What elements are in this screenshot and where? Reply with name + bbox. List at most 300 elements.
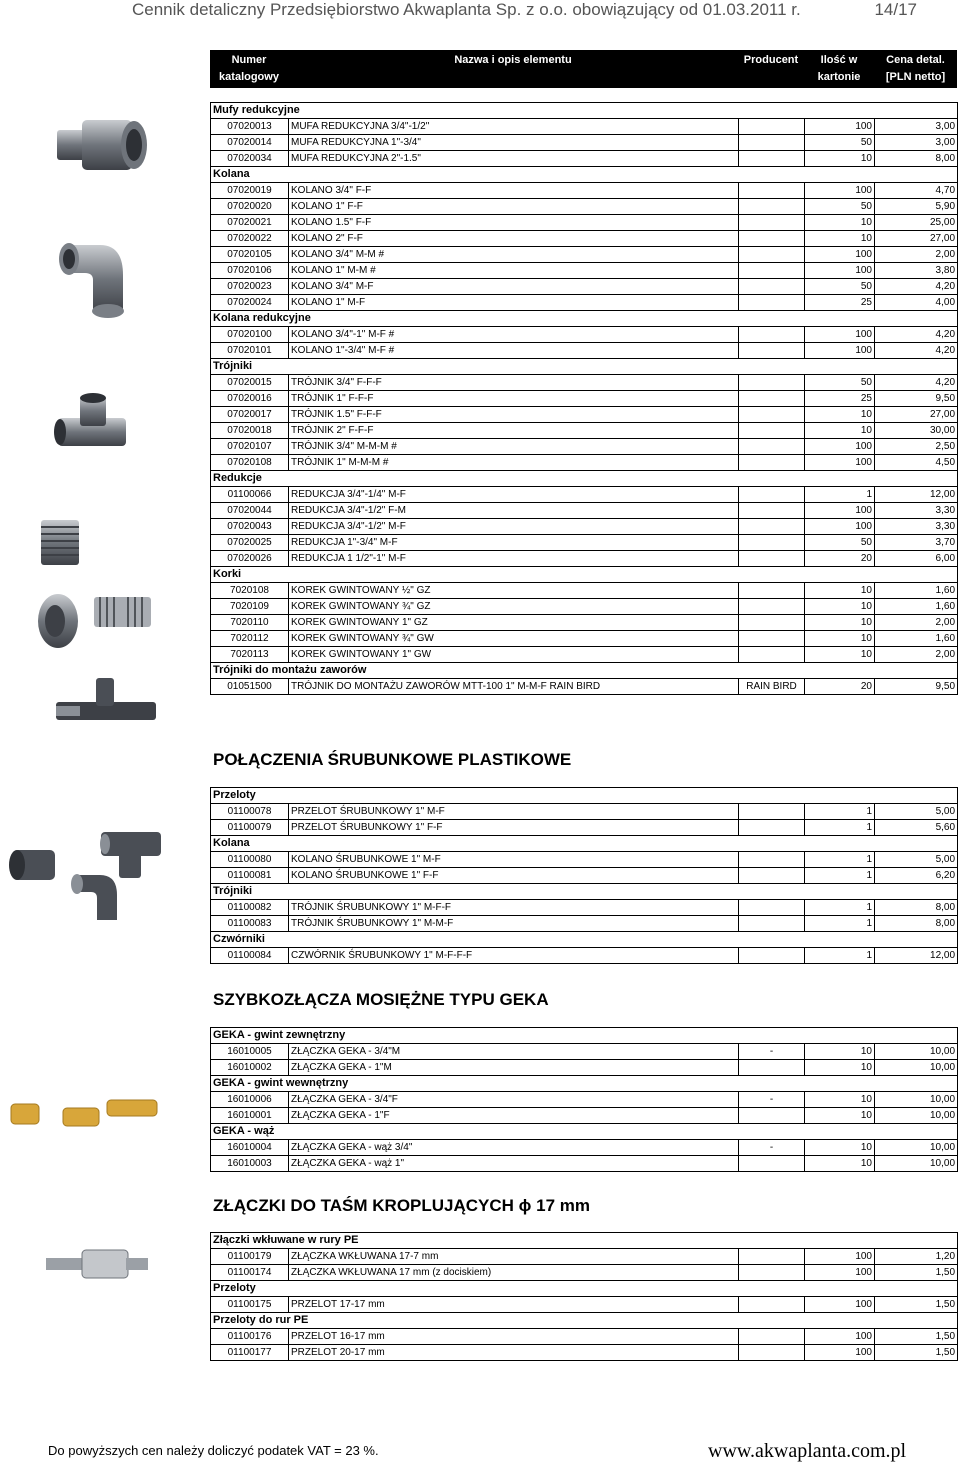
table-row	[211, 215, 958, 231]
price: 12,00	[875, 487, 958, 503]
table-row	[211, 820, 958, 836]
item-name: MUFA REDUKCYJNA 1"-3/4"	[289, 135, 739, 151]
column-code-label-2: katalogowy	[219, 71, 279, 83]
catalog-number: 16010001	[211, 1108, 289, 1124]
item-name: KOLANO 3/4" M-M #	[289, 247, 739, 263]
price: 10,00	[875, 1156, 958, 1172]
quantity: 1	[805, 820, 875, 836]
producer	[739, 1060, 805, 1076]
quantity: 20	[805, 551, 875, 567]
producer	[739, 820, 805, 836]
group-label: GEKA - gwint wewnętrzny	[211, 1076, 958, 1092]
catalog-number: 7020113	[211, 647, 289, 663]
item-name: PRZELOT 20-17 mm	[289, 1345, 739, 1361]
table-row	[211, 151, 958, 167]
group-label: Złączki wkłuwane w rury PE	[211, 1233, 958, 1249]
group-row	[211, 884, 958, 900]
column-code-label: Numer	[231, 54, 267, 66]
item-name: PRZELOT 17-17 mm	[289, 1297, 739, 1313]
quantity: 10	[805, 1156, 875, 1172]
producer	[739, 247, 805, 263]
document-title-text: Cennik detaliczny Przedsiębiorstwo Akwaplanta Sp. z o.o. obowiązujący od 01.03.2011 r.	[132, 0, 801, 19]
quantity: 1	[805, 804, 875, 820]
quantity: 1	[805, 916, 875, 932]
catalog-number: 07020015	[211, 375, 289, 391]
catalog-number: 07020023	[211, 279, 289, 295]
producer	[739, 583, 805, 599]
table-row	[211, 1345, 958, 1361]
item-name: ZŁĄCZKA GEKA - wąż 3/4"	[289, 1140, 739, 1156]
item-name: TRÓJNIK 3/4" M-M-M #	[289, 439, 739, 455]
reducer-image	[33, 515, 88, 570]
item-name: KOLANO 3/4" F-F	[289, 183, 739, 199]
item-name: KOREK GWINTOWANY ¾" GZ	[289, 599, 739, 615]
price: 4,20	[875, 375, 958, 391]
price: 3,00	[875, 135, 958, 151]
threaded-plug-image	[90, 585, 155, 640]
table-row	[211, 615, 958, 631]
website-link[interactable]: www.akwaplanta.com.pl	[708, 1440, 907, 1462]
group-row	[211, 1313, 958, 1329]
quantity: 100	[805, 439, 875, 455]
price: 10,00	[875, 1044, 958, 1060]
catalog-number: 01100084	[211, 948, 289, 964]
group-row	[211, 359, 958, 375]
producer	[739, 615, 805, 631]
quantity: 10	[805, 1060, 875, 1076]
group-label: Redukcje	[211, 471, 958, 487]
item-name: TRÓJNIK 2" F-F-F	[289, 423, 739, 439]
producer	[739, 868, 805, 884]
price: 4,50	[875, 455, 958, 471]
item-name: KOLANO 1"-3/4" M-F #	[289, 343, 739, 359]
item-name: ZŁĄCZKA GEKA - 1"M	[289, 1060, 739, 1076]
item-name: ZŁĄCZKA GEKA - 3/4"F	[289, 1092, 739, 1108]
table-row	[211, 343, 958, 359]
quantity: 50	[805, 135, 875, 151]
catalog-number: 7020109	[211, 599, 289, 615]
quantity: 100	[805, 343, 875, 359]
price: 27,00	[875, 407, 958, 423]
price-table	[210, 1027, 958, 1172]
producer	[739, 647, 805, 663]
item-name: ZŁĄCZKA WKŁUWANA 17-7 mm	[289, 1249, 739, 1265]
quantity: 10	[805, 215, 875, 231]
group-label: Kolana redukcyjne	[211, 311, 958, 327]
table-row	[211, 1060, 958, 1076]
item-name: KOLANO ŚRUBUNKOWE 1" M-F	[289, 852, 739, 868]
item-name: PRZELOT ŚRUBUNKOWY 1" M-F	[289, 804, 739, 820]
table-row	[211, 852, 958, 868]
group-label: Czwórniki	[211, 932, 958, 948]
price: 3,30	[875, 519, 958, 535]
catalog-number: 01100083	[211, 916, 289, 932]
catalog-number: 16010006	[211, 1092, 289, 1108]
catalog-number: 01100175	[211, 1297, 289, 1313]
quantity: 1	[805, 487, 875, 503]
table-row	[211, 231, 958, 247]
catalog-number: 07020100	[211, 327, 289, 343]
table-row	[211, 295, 958, 311]
producer	[739, 391, 805, 407]
column-producer-label: Producent	[743, 54, 799, 66]
quantity: 10	[805, 1092, 875, 1108]
price: 1,50	[875, 1297, 958, 1313]
item-name: KOLANO 3/4" M-F	[289, 279, 739, 295]
price: 6,20	[875, 868, 958, 884]
price: 1,60	[875, 583, 958, 599]
catalog-number: 01100080	[211, 852, 289, 868]
producer	[739, 135, 805, 151]
item-name: TRÓJNIK ŚRUBUNKOWY 1" M-F-F	[289, 900, 739, 916]
producer	[739, 852, 805, 868]
table-row	[211, 916, 958, 932]
producer	[739, 804, 805, 820]
group-row	[211, 836, 958, 852]
producer	[739, 215, 805, 231]
price: 8,00	[875, 916, 958, 932]
quantity: 10	[805, 1044, 875, 1060]
group-row	[211, 1028, 958, 1044]
catalog-number: 01100176	[211, 1329, 289, 1345]
producer	[739, 599, 805, 615]
item-name: KOLANO 3/4"-1" M-F #	[289, 327, 739, 343]
catalog-number: 07020014	[211, 135, 289, 151]
item-name: REDUKCJA 1 1/2"-1" M-F	[289, 551, 739, 567]
item-name: ZŁĄCZKA WKŁUWANA 17 mm (z dociskiem)	[289, 1265, 739, 1281]
item-name: KOREK GWINTOWANY ½" GZ	[289, 583, 739, 599]
price: 2,00	[875, 615, 958, 631]
table-row	[211, 135, 958, 151]
catalog-number: 07020022	[211, 231, 289, 247]
item-name: REDUKCJA 3/4"-1/4" M-F	[289, 487, 739, 503]
quantity: 10	[805, 647, 875, 663]
item-name: KOLANO 1" F-F	[289, 199, 739, 215]
producer	[739, 231, 805, 247]
table-row	[211, 375, 958, 391]
item-name: REDUKCJA 3/4"-1/2" M-F	[289, 519, 739, 535]
price: 2,50	[875, 439, 958, 455]
price: 10,00	[875, 1092, 958, 1108]
item-name: ZŁĄCZKA GEKA - wąż 1"	[289, 1156, 739, 1172]
section-heading: POŁĄCZENIA ŚRUBUNKOWE PLASTIKOWE	[213, 750, 572, 769]
catalog-number: 7020112	[211, 631, 289, 647]
price: 5,90	[875, 199, 958, 215]
catalog-number: 07020101	[211, 343, 289, 359]
quantity: 10	[805, 231, 875, 247]
group-row	[211, 471, 958, 487]
price: 4,20	[875, 279, 958, 295]
quantity: 10	[805, 583, 875, 599]
table-row	[211, 583, 958, 599]
group-label: Korki	[211, 567, 958, 583]
catalog-number: 01100082	[211, 900, 289, 916]
catalog-number: 01100179	[211, 1249, 289, 1265]
column-price-label: Cena detal.	[886, 54, 945, 66]
producer	[739, 1265, 805, 1281]
column-name-label: Nazwa i opis elementu	[454, 54, 572, 66]
producer: -	[739, 1140, 805, 1156]
price: 8,00	[875, 900, 958, 916]
quantity: 50	[805, 199, 875, 215]
producer	[739, 1297, 805, 1313]
table-row	[211, 1249, 958, 1265]
producer	[739, 407, 805, 423]
price: 12,00	[875, 948, 958, 964]
table-row	[211, 327, 958, 343]
group-label: GEKA - wąż	[211, 1124, 958, 1140]
producer	[739, 916, 805, 932]
item-name: TRÓJNIK 3/4" F-F-F	[289, 375, 739, 391]
group-label: Przeloty do rur PE	[211, 1313, 958, 1329]
producer: -	[739, 1044, 805, 1060]
table-row	[211, 631, 958, 647]
item-name: TRÓJNIK DO MONTAŻU ZAWORÓW MTT-100 1" M-M-F RAIN BIRD	[289, 679, 739, 695]
catalog-number: 07020106	[211, 263, 289, 279]
price: 9,50	[875, 391, 958, 407]
item-name: REDUKCJA 3/4"-1/2" F-M	[289, 503, 739, 519]
quantity: 100	[805, 1249, 875, 1265]
table-row	[211, 1140, 958, 1156]
catalog-number: 7020110	[211, 615, 289, 631]
producer	[739, 519, 805, 535]
price: 1,50	[875, 1345, 958, 1361]
quantity: 10	[805, 631, 875, 647]
price: 1,50	[875, 1265, 958, 1281]
column-qty-label-2: kartonie	[817, 71, 861, 83]
page-number: 14/17	[874, 0, 917, 19]
item-name: KOLANO 1" M-F	[289, 295, 739, 311]
table-row	[211, 199, 958, 215]
price: 6,00	[875, 551, 958, 567]
producer	[739, 455, 805, 471]
catalog-number: 16010004	[211, 1140, 289, 1156]
group-label: Przeloty	[211, 788, 958, 804]
valve-tee-image	[52, 670, 162, 740]
catalog-number: 07020021	[211, 215, 289, 231]
table-row	[211, 1156, 958, 1172]
drip-tape-connector-image	[42, 1240, 152, 1290]
column-qty-label: Ilość w	[820, 54, 858, 66]
catalog-number: 01100081	[211, 868, 289, 884]
group-row	[211, 103, 958, 119]
group-row	[211, 1124, 958, 1140]
item-name: MUFA REDUKCYJNA 3/4"-1/2"	[289, 119, 739, 135]
catalog-number: 7020108	[211, 583, 289, 599]
price: 2,00	[875, 647, 958, 663]
producer	[739, 1329, 805, 1345]
producer	[739, 327, 805, 343]
table-row	[211, 1297, 958, 1313]
table-row	[211, 1329, 958, 1345]
quantity: 1	[805, 900, 875, 916]
producer	[739, 503, 805, 519]
catalog-number: 07020024	[211, 295, 289, 311]
producer	[739, 151, 805, 167]
price: 1,50	[875, 1329, 958, 1345]
quantity: 50	[805, 375, 875, 391]
quantity: 50	[805, 535, 875, 551]
price: 3,80	[875, 263, 958, 279]
item-name: KOLANO ŚRUBUNKOWE 1" F-F	[289, 868, 739, 884]
group-label: Kolana	[211, 167, 958, 183]
price: 5,00	[875, 852, 958, 868]
quantity: 20	[805, 679, 875, 695]
item-name: KOLANO 1" M-M #	[289, 263, 739, 279]
price: 30,00	[875, 423, 958, 439]
producer	[739, 375, 805, 391]
quantity: 100	[805, 327, 875, 343]
table-row	[211, 247, 958, 263]
catalog-number: 07020107	[211, 439, 289, 455]
item-name: TRÓJNIK 1.5" F-F-F	[289, 407, 739, 423]
producer	[739, 343, 805, 359]
price: 10,00	[875, 1060, 958, 1076]
item-name: KOLANO 2" F-F	[289, 231, 739, 247]
price-table	[210, 1232, 958, 1361]
table-row	[211, 1265, 958, 1281]
table-row	[211, 868, 958, 884]
producer: -	[739, 1092, 805, 1108]
quantity: 100	[805, 503, 875, 519]
table-row	[211, 1092, 958, 1108]
quantity: 10	[805, 615, 875, 631]
table-row	[211, 119, 958, 135]
catalog-number: 07020026	[211, 551, 289, 567]
item-name: KOREK GWINTOWANY 1" GW	[289, 647, 739, 663]
group-row	[211, 663, 958, 679]
group-label: Trójniki do montażu zaworów	[211, 663, 958, 679]
producer	[739, 1108, 805, 1124]
catalog-number: 07020108	[211, 455, 289, 471]
item-name: MUFA REDUKCYJNA 2"-1.5"	[289, 151, 739, 167]
table-row	[211, 804, 958, 820]
quantity: 1	[805, 852, 875, 868]
item-name: REDUKCJA 1"-3/4" M-F	[289, 535, 739, 551]
catalog-number: 07020043	[211, 519, 289, 535]
table-row	[211, 599, 958, 615]
producer	[739, 1156, 805, 1172]
quantity: 100	[805, 119, 875, 135]
catalog-number: 07020105	[211, 247, 289, 263]
producer	[739, 535, 805, 551]
quantity: 100	[805, 1329, 875, 1345]
item-name: TRÓJNIK 1" F-F-F	[289, 391, 739, 407]
quantity: 10	[805, 1140, 875, 1156]
table-row	[211, 487, 958, 503]
quantity: 10	[805, 1108, 875, 1124]
quantity: 10	[805, 151, 875, 167]
catalog-number: 01100174	[211, 1265, 289, 1281]
group-row	[211, 167, 958, 183]
producer	[739, 551, 805, 567]
price: 25,00	[875, 215, 958, 231]
producer	[739, 295, 805, 311]
quantity: 1	[805, 868, 875, 884]
table-row	[211, 279, 958, 295]
group-label: Przeloty	[211, 1281, 958, 1297]
producer	[739, 183, 805, 199]
producer	[739, 119, 805, 135]
table-row	[211, 423, 958, 439]
price: 5,60	[875, 820, 958, 836]
table-row	[211, 551, 958, 567]
catalog-number: 01100066	[211, 487, 289, 503]
table-row	[211, 647, 958, 663]
item-name: ZŁĄCZKA GEKA - 1"F	[289, 1108, 739, 1124]
item-name: PRZELOT ŚRUBUNKOWY 1" F-F	[289, 820, 739, 836]
price: 3,70	[875, 535, 958, 551]
producer	[739, 279, 805, 295]
catalog-number: 07020019	[211, 183, 289, 199]
table-row	[211, 391, 958, 407]
group-row	[211, 1281, 958, 1297]
vat-note: Do powyższych cen należy doliczyć podatek VAT = 23 %.	[48, 1443, 379, 1458]
quantity: 50	[805, 279, 875, 295]
producer: RAIN BIRD	[739, 679, 805, 695]
section-heading: ZŁĄCZKI DO TAŚM KROPLUJĄCYCH ϕ 17 mm	[213, 1196, 591, 1215]
producer	[739, 199, 805, 215]
price: 4,20	[875, 343, 958, 359]
price: 2,00	[875, 247, 958, 263]
quantity: 25	[805, 295, 875, 311]
price: 1,60	[875, 599, 958, 615]
catalog-number: 01100177	[211, 1345, 289, 1361]
table-row	[211, 455, 958, 471]
price: 4,20	[875, 327, 958, 343]
price: 4,70	[875, 183, 958, 199]
table-row	[211, 535, 958, 551]
table-row	[211, 948, 958, 964]
group-row	[211, 1076, 958, 1092]
price: 8,00	[875, 151, 958, 167]
producer	[739, 487, 805, 503]
group-row	[211, 1233, 958, 1249]
catalog-number: 07020034	[211, 151, 289, 167]
quantity: 10	[805, 407, 875, 423]
catalog-number: 16010002	[211, 1060, 289, 1076]
table-row	[211, 1044, 958, 1060]
section-heading: SZYBKOZŁĄCZA MOSIĘŻNE TYPU GEKA	[213, 990, 549, 1009]
catalog-number: 16010005	[211, 1044, 289, 1060]
quantity: 100	[805, 183, 875, 199]
group-row	[211, 932, 958, 948]
item-name: TRÓJNIK 1" M-M-M #	[289, 455, 739, 471]
table-row	[211, 503, 958, 519]
quantity: 100	[805, 519, 875, 535]
table-row	[211, 407, 958, 423]
catalog-number: 01100079	[211, 820, 289, 836]
column-price-label-2: [PLN netto]	[885, 71, 946, 83]
catalog-number: 07020020	[211, 199, 289, 215]
price: 10,00	[875, 1108, 958, 1124]
group-label: GEKA - gwint zewnętrzny	[211, 1028, 958, 1044]
item-name: PRZELOT 16-17 mm	[289, 1329, 739, 1345]
quantity: 100	[805, 1345, 875, 1361]
group-label: Trójniki	[211, 884, 958, 900]
table-row	[211, 679, 958, 695]
quantity: 100	[805, 263, 875, 279]
quantity: 100	[805, 247, 875, 263]
group-label: Kolana	[211, 836, 958, 852]
group-label: Trójniki	[211, 359, 958, 375]
group-label: Mufy redukcyjne	[211, 103, 958, 119]
item-name: KOLANO 1.5" F-F	[289, 215, 739, 231]
table-row	[211, 1108, 958, 1124]
catalog-number: 07020025	[211, 535, 289, 551]
price: 1,60	[875, 631, 958, 647]
item-name: ZŁĄCZKA GEKA - 3/4"M	[289, 1044, 739, 1060]
